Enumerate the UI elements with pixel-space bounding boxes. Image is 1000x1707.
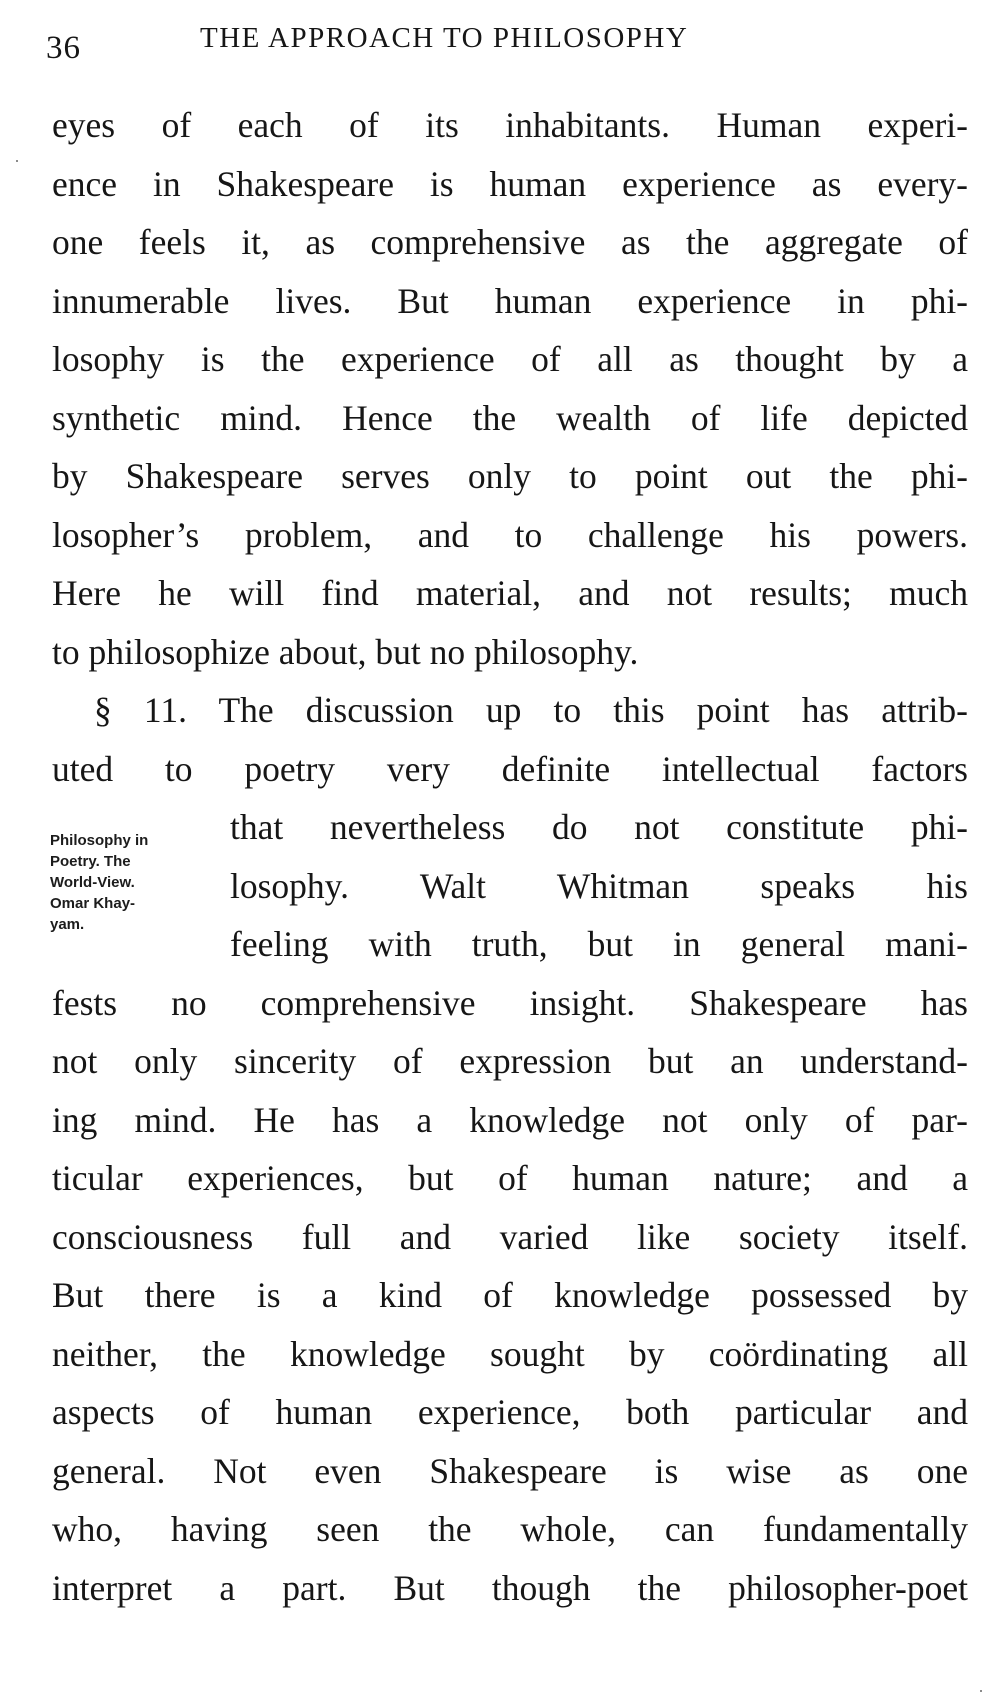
text-line: that nevertheless do not constitute phi-: [230, 807, 968, 847]
section-start-line: § 11. The discussion up to this point has attrib-: [94, 690, 968, 730]
text-line: to philosophize about, but no philosophy.: [52, 631, 639, 672]
margin-note-line: yam.: [50, 916, 85, 933]
page-header: [46, 18, 910, 68]
text-line: losophy is the experience of all as thought by a: [52, 339, 968, 379]
text-line: uted to poetry very definite intellectual factors: [52, 748, 968, 789]
text-line: who, having seen the whole, can fundamentally: [52, 1509, 968, 1549]
text-line: synthetic mind. Hence the wealth of life depicted: [52, 397, 968, 438]
text-line: feeling with truth, but in general mani-: [230, 924, 968, 964]
running-title: THE APPROACH TO PHILOSOPHY: [200, 22, 689, 54]
margin-note-line: Omar Khay-: [50, 895, 136, 912]
text-line: general. Not even Shakespeare is wise as one: [52, 1450, 968, 1491]
text-line: ence in Shakespeare is human experience as every-: [52, 163, 968, 204]
text-line: Here he will find material, and not results; much: [52, 573, 968, 613]
text-line: losophy. Walt Whitman speaks his: [230, 865, 968, 906]
print-speck: [16, 160, 18, 162]
text-line: But there is a kind of knowledge possessed by: [52, 1275, 968, 1315]
margin-note-line: World-View.: [50, 874, 135, 891]
text-line: aspects of human experience, both particular and: [52, 1392, 968, 1432]
text-line: innumerable lives. But human experience in phi-: [52, 280, 968, 321]
text-line: interpret a part. But though the philosopher-poet: [52, 1567, 968, 1608]
text-line: eyes of each of its inhabitants. Human experi-: [52, 105, 968, 145]
text-line: losopher’s problem, and to challenge his powers.: [52, 514, 968, 555]
text-line: neither, the knowledge sought by coördinating all: [52, 1333, 968, 1374]
page-number: 36: [46, 30, 81, 66]
print-speck: [980, 1690, 982, 1692]
text-line: fests no comprehensive insight. Shakespeare has: [52, 982, 968, 1023]
body-text: [52, 96, 968, 1617]
text-line: by Shakespeare serves only to point out the phi-: [52, 456, 968, 496]
text-line: ticular experiences, but of human nature; and a: [52, 1158, 968, 1198]
margin-note-line: Philosophy in: [50, 832, 149, 849]
text-line: one feels it, as comprehensive as the aggregate of: [52, 222, 968, 262]
text-line: consciousness full and varied like society itself.: [52, 1216, 968, 1257]
text-line: ing mind. He has a knowledge not only of par-: [52, 1099, 968, 1140]
margin-note-line: Poetry. The: [50, 853, 131, 870]
text-line: not only sincerity of expression but an understand-: [52, 1041, 968, 1081]
